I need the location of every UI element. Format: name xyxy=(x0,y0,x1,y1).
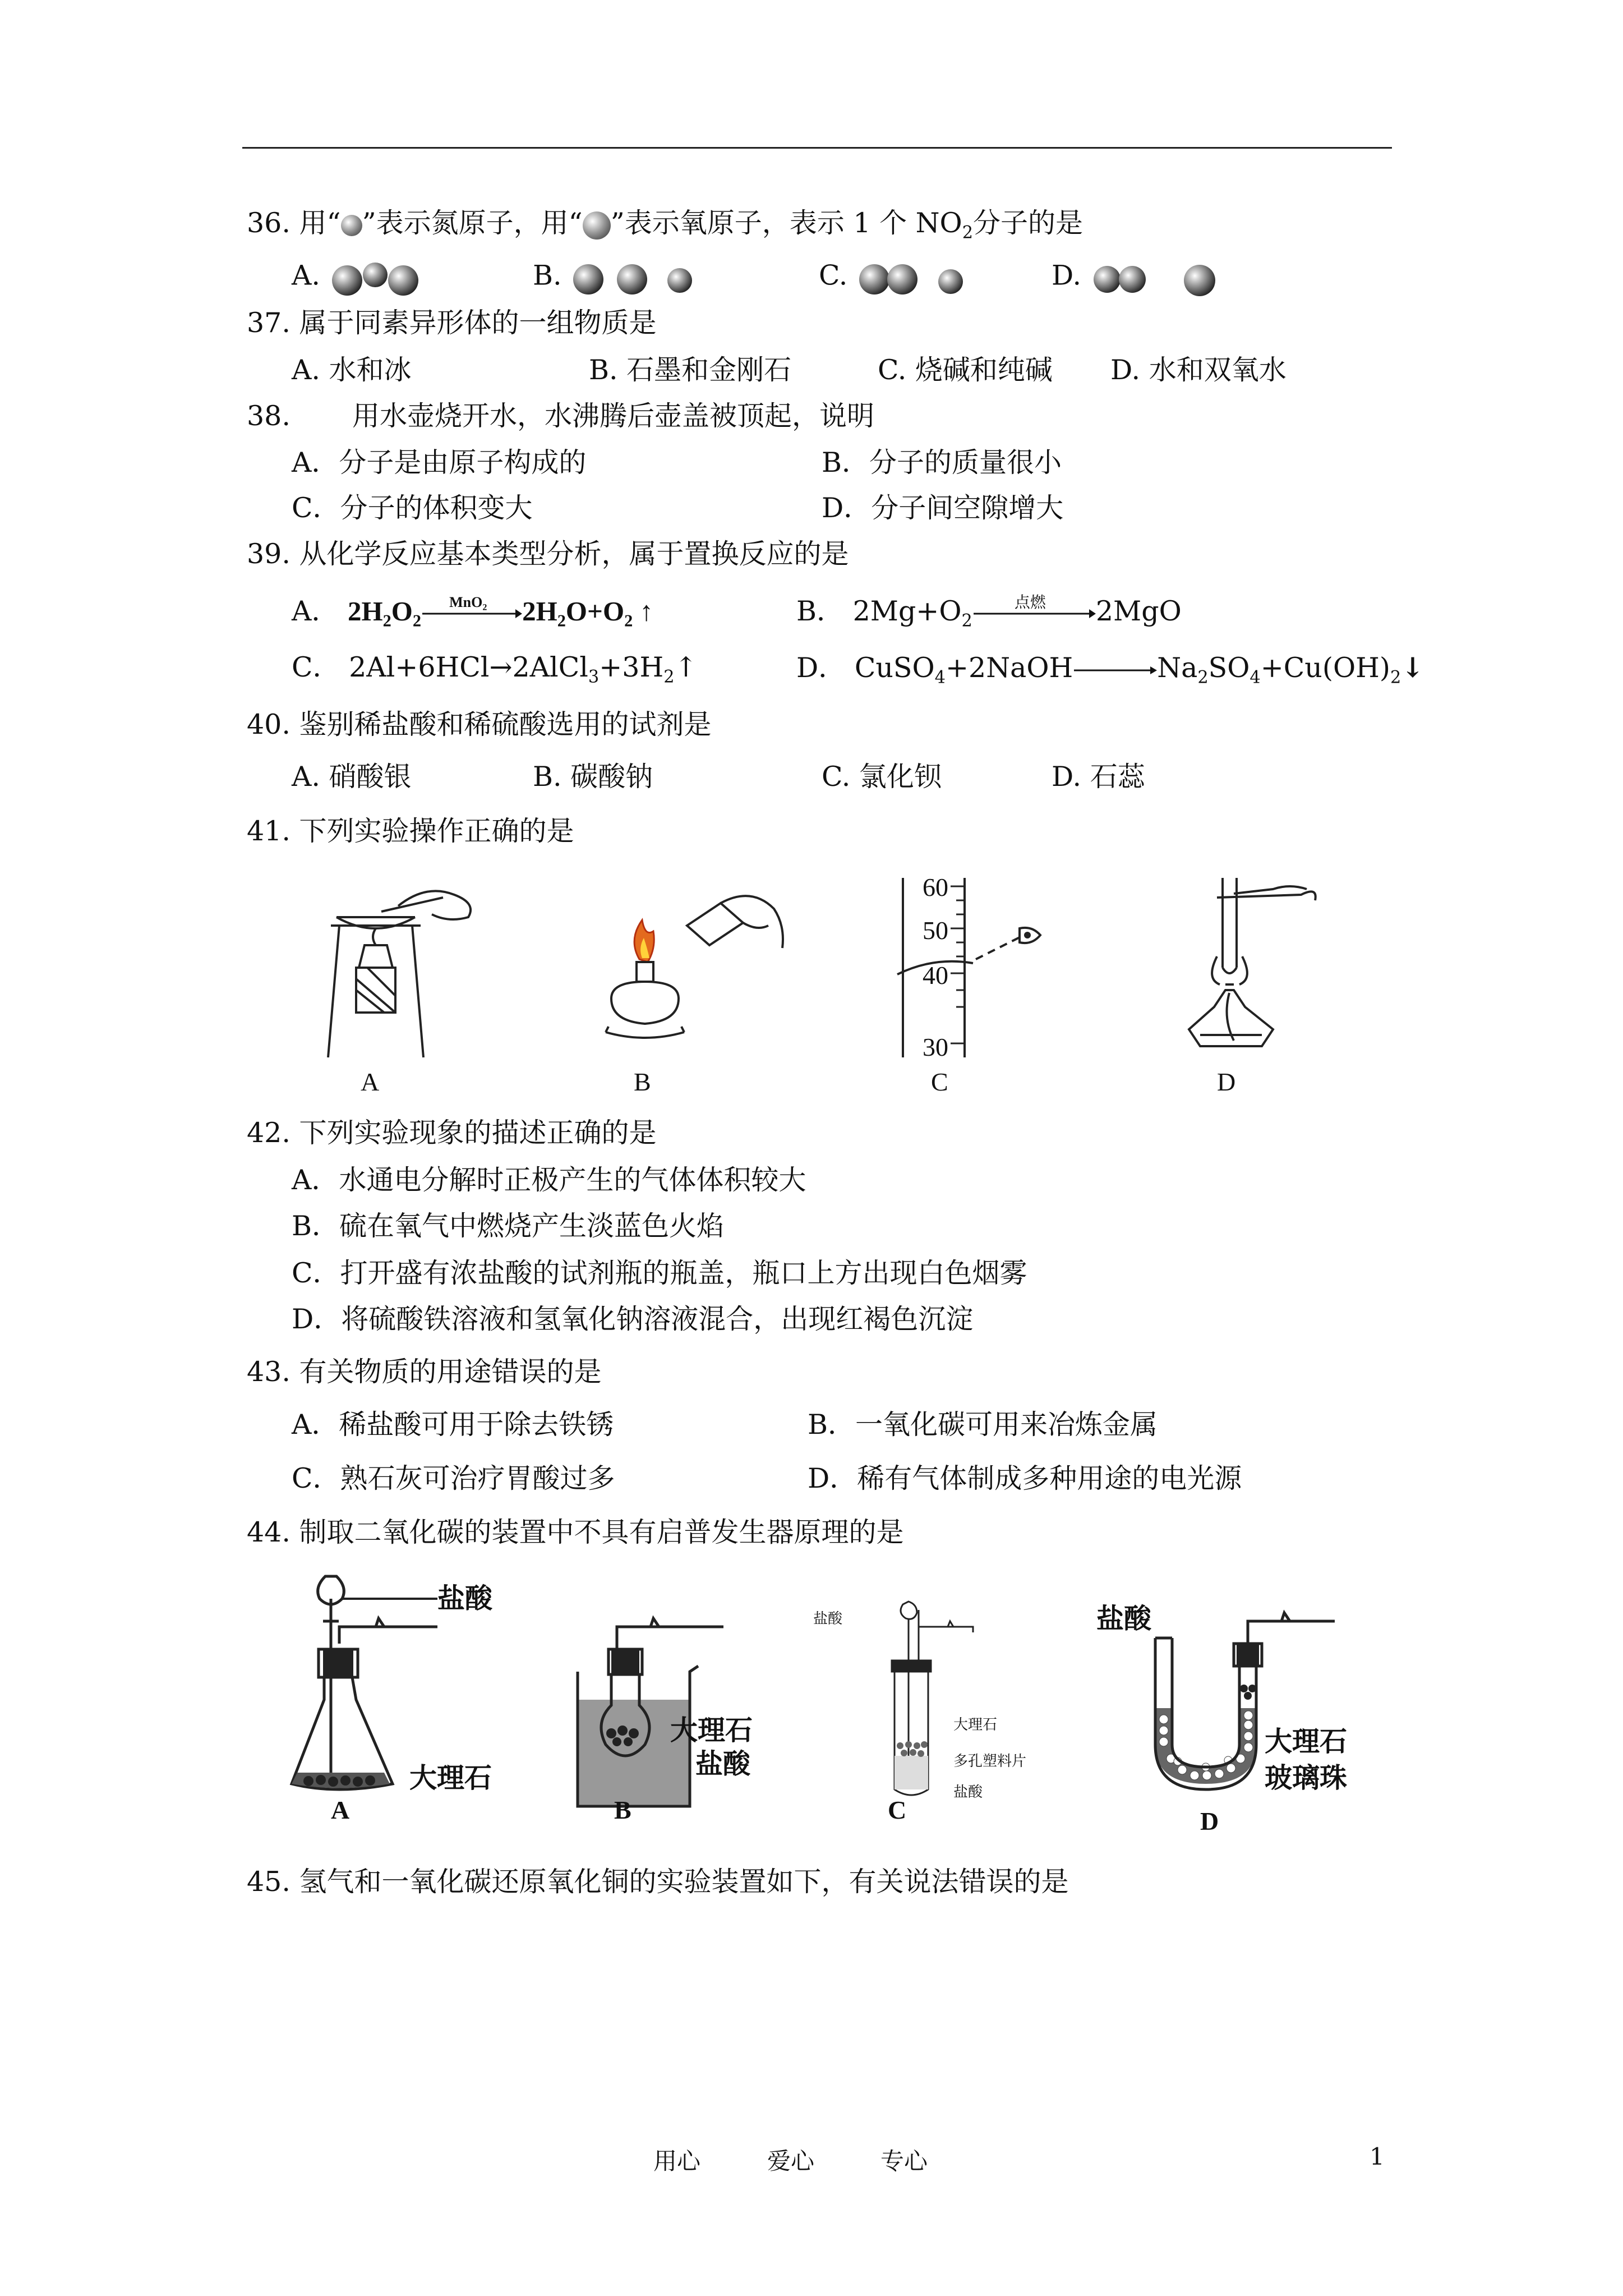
figure-label-d: D xyxy=(1200,1807,1219,1835)
q40-option-c: C. 氯化钡 xyxy=(822,761,942,793)
q40-option-a: A. 硝酸银 xyxy=(292,761,412,793)
label-hcl-c-top: 盐酸 xyxy=(813,1611,843,1627)
figure-label-b: B xyxy=(634,1068,651,1096)
cylinder-tick-40: 40 xyxy=(923,961,948,990)
label-hcl-a: 盐酸 xyxy=(437,1582,493,1614)
label-marble-d: 大理石 xyxy=(1265,1726,1348,1757)
label-porous-plate-c: 多孔塑料片 xyxy=(953,1753,1027,1770)
nitrogen-atom-icon xyxy=(341,215,362,236)
question-41: 41. 下列实验操作正确的是 xyxy=(247,815,574,847)
figure-label-d: D xyxy=(1217,1068,1236,1096)
question-39: 39. 从化学反应基本类型分析，属于置换反应的是 xyxy=(247,538,849,570)
q40-option-d: D. 石蕊 xyxy=(1052,761,1145,793)
header-rule xyxy=(242,147,1392,149)
q36-option-b: B. xyxy=(533,258,705,297)
q39-option-d: D． CuSO$_4$+2NaOH $Na_2SO_4+Cu(OH)_2↓$ xyxy=(796,651,1424,688)
q42-option-c: C．打开盛有浓盐酸的试剂瓶的瓶盖，瓶口上方出现白色烟雾 xyxy=(292,1257,1027,1289)
question-number: 36. xyxy=(247,207,291,239)
molecule-d-icon xyxy=(1090,258,1225,297)
q38-option-d: D．分子间空隙增大 xyxy=(822,492,1064,524)
question-40: 40. 鉴别稀盐酸和稀硫酸选用的试剂是 xyxy=(247,708,712,740)
page-number: 1 xyxy=(1370,2143,1385,2170)
question-37: 37. 属于同素异形体的一组物质是 xyxy=(247,307,657,339)
q43-option-b: B．一氧化碳可用来冶炼金属 xyxy=(808,1409,1158,1441)
apparatus-b-figure xyxy=(572,1610,740,1812)
reaction-arrow-icon xyxy=(421,602,522,625)
label-marble-c: 大理石 xyxy=(953,1717,998,1733)
reaction-arrow-icon xyxy=(972,602,1096,625)
footer-motto-2: 爱心 xyxy=(767,2147,815,2175)
molecule-b-icon xyxy=(570,258,705,297)
q39-option-b: B． $2Mg+O_2$ 点燃 2MgO xyxy=(796,592,1182,631)
cylinder-tick-60: 60 xyxy=(923,873,948,901)
q43-option-c: C．熟石灰可治疗胃酸过多 xyxy=(292,1462,615,1494)
q43-option-d: D．稀有气体制成多种用途的电光源 xyxy=(808,1462,1242,1494)
reaction-arrow-icon xyxy=(1073,662,1157,679)
q37-option-d: D. 水和双氧水 xyxy=(1110,354,1287,386)
molecule-a-icon xyxy=(329,258,425,297)
question-42: 42. 下列实验现象的描述正确的是 xyxy=(247,1117,657,1149)
question-36: 36. 用“ ”表示氮原子，用“ ”表示氧原子，表示 1 个 $NO_2$分子的是 xyxy=(247,207,1083,243)
q36-option-d: D. xyxy=(1052,258,1225,297)
test-tube-heating-figure xyxy=(1178,872,1346,1063)
label-hcl-c-bottom: 盐酸 xyxy=(953,1784,983,1801)
q36-option-c: C. xyxy=(819,258,980,297)
cylinder-tick-50: 50 xyxy=(923,916,948,945)
footer-motto-1: 用心 xyxy=(653,2147,701,2175)
question-43: 43. 有关物质的用途错误的是 xyxy=(247,1356,602,1388)
q38-option-c: C．分子的体积变大 xyxy=(292,492,533,524)
q39-option-a: A． $2H_2O_2$ MnO$_2$ $2H_2O+O_2$ ↑ xyxy=(292,593,653,631)
q38-option-a: A．分子是由原子构成的 xyxy=(292,447,587,478)
evaporation-figure xyxy=(314,872,482,1063)
question-38: 38. 用水壶烧开水，水沸腾后壶盖被顶起，说明 xyxy=(247,400,874,432)
q42-option-b: B．硫在氧气中燃烧产生淡蓝色火焰 xyxy=(292,1210,725,1242)
footer-motto-3: 专心 xyxy=(880,2147,928,2175)
label-marble-a: 大理石 xyxy=(409,1762,492,1794)
q42-option-a: A．水通电分解时正极产生的气体体积较大 xyxy=(292,1164,806,1196)
figure-label-b: B xyxy=(614,1796,631,1824)
figure-label-c: C xyxy=(931,1068,948,1096)
q37-option-c: C. 烧碱和纯碱 xyxy=(878,354,1053,386)
q38-option-b: B．分子的质量很小 xyxy=(822,447,1062,478)
oxygen-atom-icon xyxy=(583,211,611,240)
figure-label-c: C xyxy=(888,1796,907,1824)
label-hcl-b: 盐酸 xyxy=(695,1748,751,1780)
q37-option-b: B. 石墨和金刚石 xyxy=(589,354,792,386)
leader-line xyxy=(342,1593,437,1604)
label-glass-beads-d: 玻璃珠 xyxy=(1265,1762,1348,1794)
q37-option-a: A. 水和冰 xyxy=(292,354,412,386)
graduated-cylinder-figure xyxy=(892,872,1060,1063)
molecule-c-icon xyxy=(856,258,980,297)
cylinder-tick-30: 30 xyxy=(923,1033,948,1061)
question-45: 45. 氢气和一氧化碳还原氧化铜的实验装置如下，有关说法错误的是 xyxy=(247,1866,1069,1898)
q39-option-c: C． $2Al+6HCl\to 2AlCl_3+3H_2↑$ xyxy=(292,651,698,687)
figure-label-a: A xyxy=(331,1796,350,1824)
question-44: 44. 制取二氧化碳的装置中不具有启普发生器原理的是 xyxy=(247,1516,904,1548)
q36-option-a: A. xyxy=(292,258,425,297)
figure-label-a: A xyxy=(361,1068,380,1096)
label-marble-b: 大理石 xyxy=(670,1714,753,1746)
label-hcl-d: 盐酸 xyxy=(1096,1603,1152,1635)
q42-option-d: D．将硫酸铁溶液和氢氧化钠溶液混合，出现红褐色沉淀 xyxy=(292,1303,974,1335)
alcohol-lamp-figure xyxy=(589,892,791,1060)
q40-option-b: B. 碳酸钠 xyxy=(533,761,653,793)
q43-option-a: A．稀盐酸可用于除去铁锈 xyxy=(292,1409,614,1441)
